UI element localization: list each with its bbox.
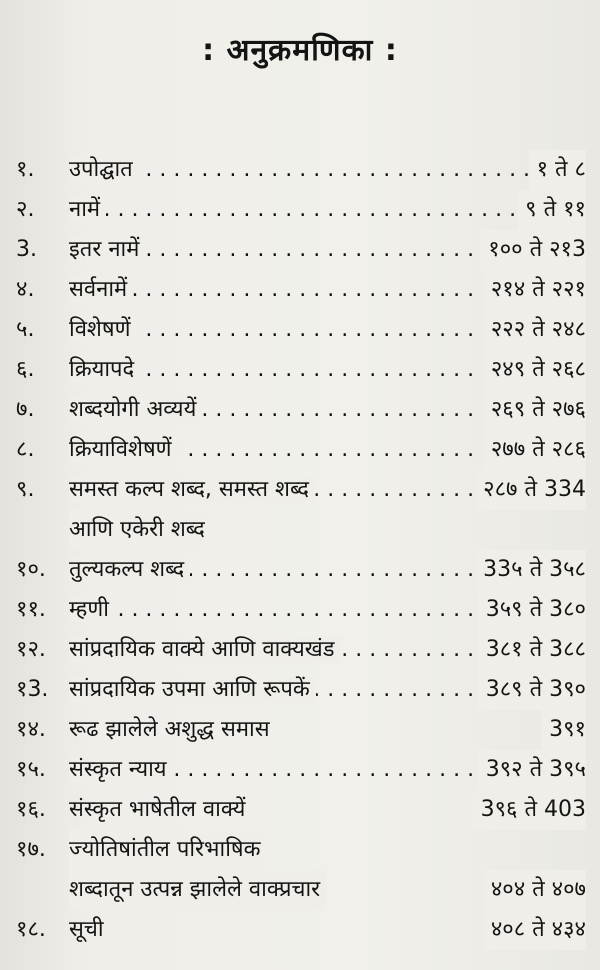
toc-entry <box>16 430 586 470</box>
entry-title: इतर नामें <box>69 237 145 262</box>
entry-number: १८. <box>16 917 46 942</box>
entry-pages: २४९ ते २६८ <box>483 350 586 390</box>
toc-entry <box>16 150 586 190</box>
entry-number: 3. <box>16 237 37 262</box>
entry-title: संस्कृत न्याय <box>69 757 173 782</box>
entry-number: १3. <box>16 677 49 702</box>
entry-number: १६. <box>16 797 46 822</box>
entry-number: ४. <box>16 277 35 302</box>
toc-entry <box>16 310 586 350</box>
entry-title: शब्दयोगी अव्ययें <box>69 397 202 422</box>
entry-number: १७. <box>16 837 46 862</box>
entry-pages: २६९ ते २७६ <box>483 390 586 430</box>
toc-entry <box>16 190 586 230</box>
entry-number: २. <box>16 197 35 222</box>
entry-title: ज्योतिषांतील परिभाषिक <box>69 830 261 870</box>
entry-pages: १०० ते २१3 <box>480 230 586 270</box>
entry-number: ११. <box>16 597 46 622</box>
toc-entry <box>16 230 586 270</box>
entry-pages: ४०८ ते ४३४ <box>483 910 586 950</box>
toc-entry <box>16 550 586 590</box>
toc-list <box>16 150 586 950</box>
entry-number: ९. <box>16 477 35 502</box>
entry-title: समस्त कल्प शब्द, समस्त शब्द <box>69 477 315 502</box>
entry-pages: 3८१ ते 3८८ <box>478 630 586 670</box>
toc-entry <box>16 710 586 750</box>
entry-pages: 3५९ ते 3८० <box>478 590 586 630</box>
entry-number: ५. <box>16 317 35 342</box>
toc-entry <box>16 470 586 550</box>
entry-pages: 3८९ ते 3९० <box>478 670 586 710</box>
entry-title: सूची <box>69 917 104 942</box>
dot-leader <box>69 150 586 190</box>
entry-title: रूढ झालेले अशुद्ध समास <box>69 717 270 742</box>
entry-title: सर्वनामें <box>69 277 133 302</box>
entry-title: क्रियाविशेषणें <box>69 437 178 462</box>
entry-pages: ९ ते ११ <box>517 190 586 230</box>
entry-pages: ४०४ ते ४०७ <box>483 870 586 910</box>
entry-number: १. <box>16 157 35 182</box>
entry-pages: २७७ ते २८६ <box>483 430 586 470</box>
entry-pages: २२२ ते २४८ <box>483 310 586 350</box>
entry-title: विशेषणें <box>69 317 137 342</box>
entry-title: संस्कृत भाषेतील वाक्यें <box>69 797 246 822</box>
entry-title-continued: आणि एकेरी शब्द <box>69 510 205 550</box>
entry-number: १५. <box>16 757 46 782</box>
toc-entry <box>16 630 586 670</box>
entry-pages: २१४ ते २२१ <box>483 270 586 310</box>
toc-entry <box>16 790 586 830</box>
entry-title: क्रियापदे <box>69 357 140 382</box>
toc-entry <box>16 910 586 950</box>
entry-number: १४. <box>16 717 46 742</box>
toc-entry <box>16 350 586 390</box>
toc-entry <box>16 590 586 630</box>
toc-entry <box>16 670 586 710</box>
toc-entry <box>16 830 586 910</box>
entry-number: ८. <box>16 437 35 462</box>
entry-title-continued: शब्दातून उत्पन्न झालेले वाक्प्रचार <box>69 870 326 910</box>
toc-entry <box>16 390 586 430</box>
entry-title: नामें <box>69 197 106 222</box>
entry-line-2 <box>69 870 586 910</box>
entry-title: उपोद्घात <box>69 157 139 182</box>
entry-pages: 3९१ <box>541 710 586 750</box>
entry-number: ६. <box>16 357 35 382</box>
dot-leader <box>69 190 586 230</box>
toc-entry <box>16 270 586 310</box>
entry-title: म्हणी <box>69 597 115 622</box>
entry-title: सांप्रदायिक उपमा आणि रूपकें <box>69 677 316 702</box>
entry-pages: 3९२ ते 3९५ <box>478 750 586 790</box>
page-title: : अनुक्रमणिका : <box>202 33 398 68</box>
entry-number: ७. <box>16 397 35 422</box>
entry-pages: १ ते ८ <box>529 150 586 190</box>
entry-title: सांप्रदायिक वाक्ये आणि वाक्यखंड <box>69 637 341 662</box>
entry-pages: 3९६ ते 403 <box>473 790 586 830</box>
entry-number: १०. <box>16 557 46 582</box>
entry-pages: २८७ ते 334 <box>475 470 586 510</box>
toc-entry <box>16 750 586 790</box>
entry-pages: 33५ ते 3५८ <box>475 550 586 590</box>
entry-number: १२. <box>16 637 46 662</box>
entry-title: तुल्यकल्प शब्द <box>69 557 190 582</box>
